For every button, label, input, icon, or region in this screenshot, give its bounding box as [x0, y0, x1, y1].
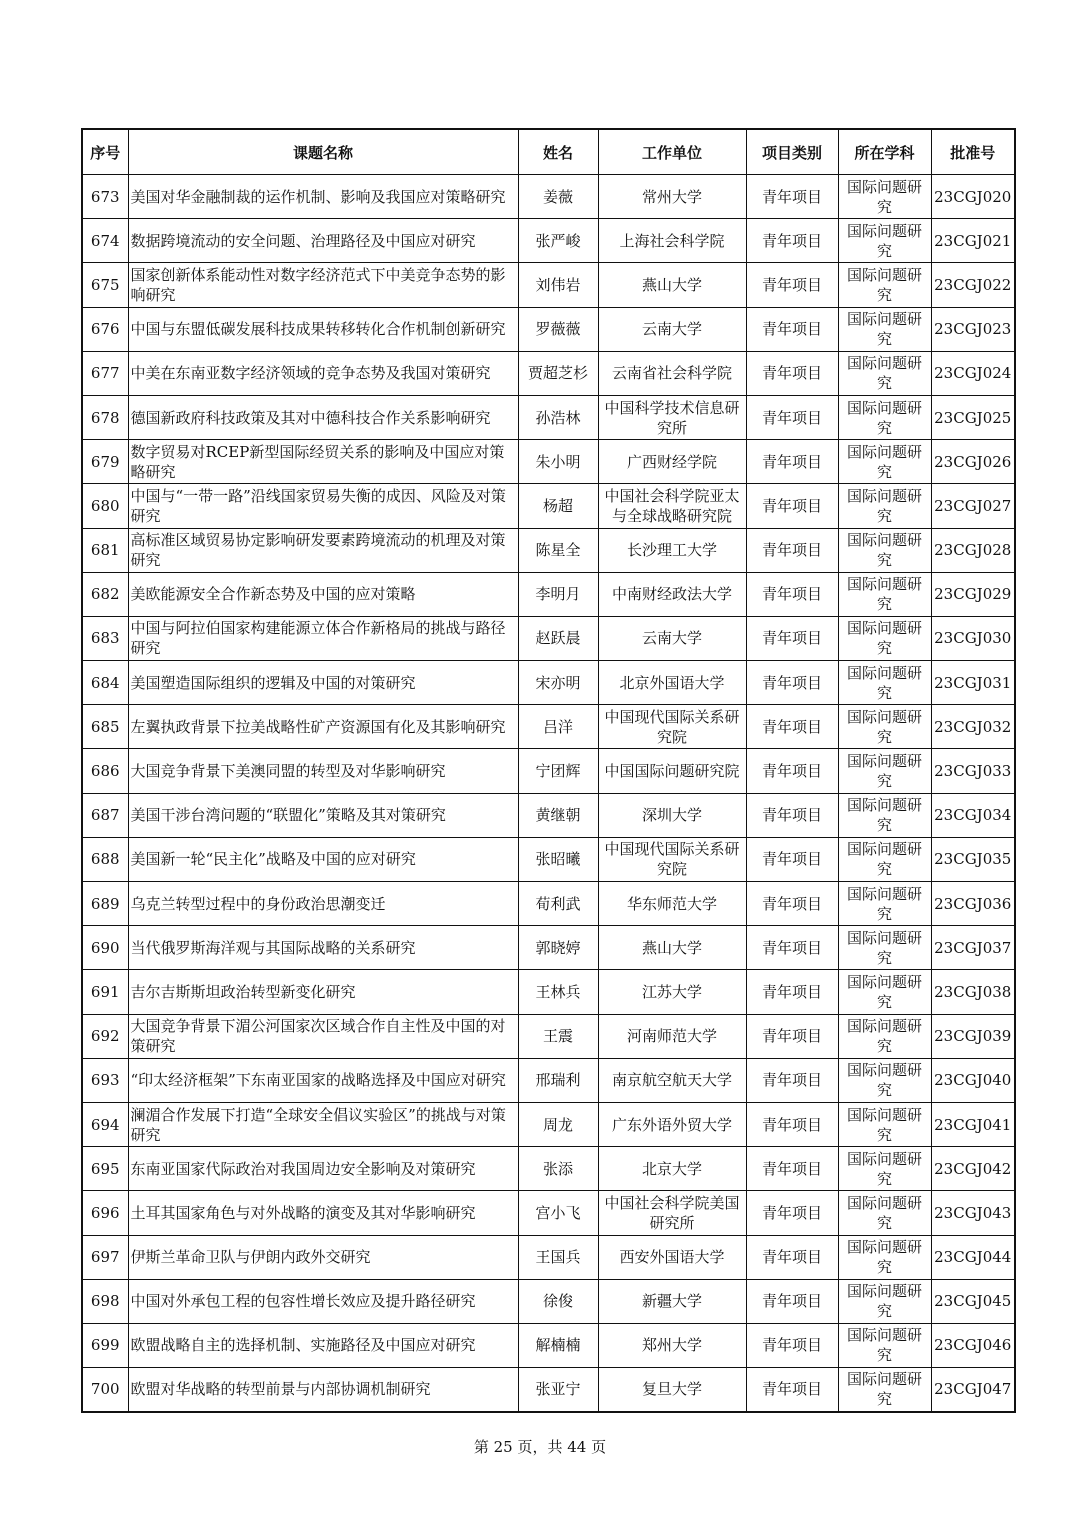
row-subject: 国际问题研究 [838, 1058, 931, 1102]
row-type: 青年项目 [746, 1014, 838, 1058]
row-title: 伊斯兰革命卫队与伊朗内政外交研究 [128, 1235, 518, 1279]
table-header [82, 129, 1015, 175]
row-serial: 686 [82, 749, 128, 793]
row-subject: 国际问题研究 [838, 1191, 931, 1235]
row-type: 青年项目 [746, 1323, 838, 1367]
row-name: 赵跃晨 [518, 616, 598, 660]
row-serial: 682 [82, 572, 128, 616]
row-subject: 国际问题研究 [838, 749, 931, 793]
row-code: 23CGJ026 [931, 440, 1015, 484]
row-type: 青年项目 [746, 1191, 838, 1235]
row-type: 青年项目 [746, 1279, 838, 1323]
row-subject: 国际问题研究 [838, 1323, 931, 1367]
row-title: 美国对华金融制裁的运作机制、影响及我国应对策略研究 [128, 175, 518, 219]
row-subject: 国际问题研究 [838, 351, 931, 395]
row-title: 中国与阿拉伯国家构建能源立体合作新格局的挑战与路径研究 [128, 616, 518, 660]
row-code: 23CGJ027 [931, 484, 1015, 528]
row-serial: 675 [82, 263, 128, 307]
row-subject: 国际问题研究 [838, 1147, 931, 1191]
project-table [81, 128, 1016, 1413]
row-subject: 国际问题研究 [838, 661, 931, 705]
row-name: 李明月 [518, 572, 598, 616]
row-code: 23CGJ035 [931, 837, 1015, 881]
row-type: 青年项目 [746, 395, 838, 439]
row-type: 青年项目 [746, 1235, 838, 1279]
row-type: 青年项目 [746, 484, 838, 528]
row-title: 数字贸易对RCEP新型国际经贸关系的影响及中国应对策略研究 [128, 440, 518, 484]
header-row [82, 129, 1015, 175]
row-unit: 新疆大学 [598, 1279, 746, 1323]
row-unit: 复旦大学 [598, 1368, 746, 1412]
row-title: 美国干涉台湾问题的“联盟化”策略及其对策研究 [128, 793, 518, 837]
row-subject: 国际问题研究 [838, 572, 931, 616]
row-name: 孙浩林 [518, 395, 598, 439]
row-subject: 国际问题研究 [838, 1014, 931, 1058]
row-code: 23CGJ038 [931, 970, 1015, 1014]
row-unit: 中国社会科学院亚太与全球战略研究院 [598, 484, 746, 528]
row-type: 青年项目 [746, 793, 838, 837]
row-title: 左翼执政背景下拉美战略性矿产资源国有化及其影响研究 [128, 705, 518, 749]
row-title: 中国与东盟低碳发展科技成果转移转化合作机制创新研究 [128, 307, 518, 351]
row-serial: 676 [82, 307, 128, 351]
row-serial: 679 [82, 440, 128, 484]
table-row [82, 175, 1015, 219]
row-type: 青年项目 [746, 351, 838, 395]
row-title: 中国与“一带一路”沿线国家贸易失衡的成因、风险及对策研究 [128, 484, 518, 528]
row-type: 青年项目 [746, 263, 838, 307]
table-row [82, 484, 1015, 528]
row-serial: 683 [82, 616, 128, 660]
row-serial: 695 [82, 1147, 128, 1191]
row-code: 23CGJ030 [931, 616, 1015, 660]
row-serial: 673 [82, 175, 128, 219]
row-serial: 684 [82, 661, 128, 705]
row-unit: 南京航空航天大学 [598, 1058, 746, 1102]
row-code: 23CGJ025 [931, 395, 1015, 439]
row-type: 青年项目 [746, 528, 838, 572]
row-type: 青年项目 [746, 882, 838, 926]
row-code: 23CGJ040 [931, 1058, 1015, 1102]
row-title: 美国塑造国际组织的逻辑及中国的对策研究 [128, 661, 518, 705]
table-row [82, 528, 1015, 572]
table-row [82, 440, 1015, 484]
table-row [82, 263, 1015, 307]
row-unit: 西安外国语大学 [598, 1235, 746, 1279]
row-serial: 674 [82, 219, 128, 263]
row-serial: 681 [82, 528, 128, 572]
page-number: 第 25 页，共 44 页 [473, 1438, 607, 1456]
row-title: 当代俄罗斯海洋观与其国际战略的关系研究 [128, 926, 518, 970]
row-subject: 国际问题研究 [838, 926, 931, 970]
row-serial: 697 [82, 1235, 128, 1279]
row-code: 23CGJ036 [931, 882, 1015, 926]
row-unit: 云南大学 [598, 307, 746, 351]
row-type: 青年项目 [746, 749, 838, 793]
row-code: 23CGJ037 [931, 926, 1015, 970]
table-row [82, 351, 1015, 395]
row-title: “印太经济框架”下东南亚国家的战略选择及中国应对研究 [128, 1058, 518, 1102]
row-name: 王震 [518, 1014, 598, 1058]
row-title: 欧盟对华战略的转型前景与内部协调机制研究 [128, 1368, 518, 1412]
row-title: 东南亚国家代际政治对我国周边安全影响及对策研究 [128, 1147, 518, 1191]
table-row [82, 837, 1015, 881]
row-name: 吕洋 [518, 705, 598, 749]
row-title: 中国对外承包工程的包容性增长效应及提升路径研究 [128, 1279, 518, 1323]
row-name: 朱小明 [518, 440, 598, 484]
row-name: 宋亦明 [518, 661, 598, 705]
row-name: 杨超 [518, 484, 598, 528]
row-serial: 685 [82, 705, 128, 749]
table-row [82, 572, 1015, 616]
row-serial: 692 [82, 1014, 128, 1058]
row-subject: 国际问题研究 [838, 616, 931, 660]
row-code: 23CGJ034 [931, 793, 1015, 837]
row-unit: 云南省社会科学院 [598, 351, 746, 395]
row-unit: 广西财经学院 [598, 440, 746, 484]
table-row [82, 1147, 1015, 1191]
row-type: 青年项目 [746, 1102, 838, 1146]
row-name: 陈星全 [518, 528, 598, 572]
row-unit: 中南财经政法大学 [598, 572, 746, 616]
table-row [82, 705, 1015, 749]
row-unit: 河南师范大学 [598, 1014, 746, 1058]
row-type: 青年项目 [746, 307, 838, 351]
header-name: 姓名 [518, 129, 598, 175]
header-type: 项目类别 [746, 129, 838, 175]
row-code: 23CGJ043 [931, 1191, 1015, 1235]
row-subject: 国际问题研究 [838, 395, 931, 439]
row-title: 中美在东南亚数字经济领域的竞争态势及我国对策研究 [128, 351, 518, 395]
row-name: 解楠楠 [518, 1323, 598, 1367]
header-serial: 序号 [82, 129, 128, 175]
table-row [82, 1279, 1015, 1323]
row-subject: 国际问题研究 [838, 219, 931, 263]
row-title: 乌克兰转型过程中的身份政治思潮变迁 [128, 882, 518, 926]
table-row [82, 1102, 1015, 1146]
row-code: 23CGJ032 [931, 705, 1015, 749]
row-name: 张亚宁 [518, 1368, 598, 1412]
row-subject: 国际问题研究 [838, 970, 931, 1014]
row-type: 青年项目 [746, 219, 838, 263]
table-row [82, 661, 1015, 705]
row-subject: 国际问题研究 [838, 705, 931, 749]
row-subject: 国际问题研究 [838, 837, 931, 881]
row-code: 23CGJ031 [931, 661, 1015, 705]
row-name: 张昭曦 [518, 837, 598, 881]
row-type: 青年项目 [746, 926, 838, 970]
table-row [82, 1323, 1015, 1367]
row-code: 23CGJ022 [931, 263, 1015, 307]
row-subject: 国际问题研究 [838, 440, 931, 484]
header-title: 课题名称 [128, 129, 518, 175]
row-type: 青年项目 [746, 1368, 838, 1412]
row-subject: 国际问题研究 [838, 175, 931, 219]
row-unit: 燕山大学 [598, 263, 746, 307]
row-name: 刘伟岩 [518, 263, 598, 307]
table-row [82, 1058, 1015, 1102]
table-row [82, 307, 1015, 351]
table-row [82, 749, 1015, 793]
table-row [82, 1235, 1015, 1279]
row-serial: 690 [82, 926, 128, 970]
table-row [82, 882, 1015, 926]
row-code: 23CGJ047 [931, 1368, 1015, 1412]
row-unit: 北京外国语大学 [598, 661, 746, 705]
row-subject: 国际问题研究 [838, 528, 931, 572]
row-unit: 中国现代国际关系研究院 [598, 705, 746, 749]
row-unit: 江苏大学 [598, 970, 746, 1014]
row-serial: 693 [82, 1058, 128, 1102]
row-subject: 国际问题研究 [838, 1279, 931, 1323]
row-unit: 常州大学 [598, 175, 746, 219]
row-name: 宁团辉 [518, 749, 598, 793]
row-title: 大国竞争背景下湄公河国家次区域合作自主性及中国的对策研究 [128, 1014, 518, 1058]
row-code: 23CGJ046 [931, 1323, 1015, 1367]
header-unit: 工作单位 [598, 129, 746, 175]
row-unit: 广东外语外贸大学 [598, 1102, 746, 1146]
row-type: 青年项目 [746, 616, 838, 660]
row-serial: 696 [82, 1191, 128, 1235]
row-unit: 中国现代国际关系研究院 [598, 837, 746, 881]
row-title: 美欧能源安全合作新态势及中国的应对策略 [128, 572, 518, 616]
row-subject: 国际问题研究 [838, 1102, 931, 1146]
row-unit: 中国国际问题研究院 [598, 749, 746, 793]
row-serial: 677 [82, 351, 128, 395]
table-row [82, 1191, 1015, 1235]
row-type: 青年项目 [746, 175, 838, 219]
row-type: 青年项目 [746, 440, 838, 484]
row-serial: 698 [82, 1279, 128, 1323]
row-unit: 华东师范大学 [598, 882, 746, 926]
row-code: 23CGJ033 [931, 749, 1015, 793]
row-type: 青年项目 [746, 1058, 838, 1102]
row-subject: 国际问题研究 [838, 882, 931, 926]
row-code: 23CGJ044 [931, 1235, 1015, 1279]
row-code: 23CGJ023 [931, 307, 1015, 351]
row-unit: 上海社会科学院 [598, 219, 746, 263]
row-serial: 678 [82, 395, 128, 439]
row-name: 宫小飞 [518, 1191, 598, 1235]
row-name: 郭晓婷 [518, 926, 598, 970]
table-row [82, 219, 1015, 263]
row-title: 大国竞争背景下美澳同盟的转型及对华影响研究 [128, 749, 518, 793]
row-serial: 700 [82, 1368, 128, 1412]
row-unit: 郑州大学 [598, 1323, 746, 1367]
row-name: 荀利武 [518, 882, 598, 926]
row-serial: 687 [82, 793, 128, 837]
table-body [82, 175, 1015, 1412]
table-row [82, 793, 1015, 837]
row-unit: 北京大学 [598, 1147, 746, 1191]
row-serial: 694 [82, 1102, 128, 1146]
header-code: 批准号 [931, 129, 1015, 175]
row-unit: 深圳大学 [598, 793, 746, 837]
row-name: 贾超芝杉 [518, 351, 598, 395]
row-title: 澜湄合作发展下打造“全球安全倡议实验区”的挑战与对策研究 [128, 1102, 518, 1146]
row-serial: 699 [82, 1323, 128, 1367]
row-type: 青年项目 [746, 572, 838, 616]
row-type: 青年项目 [746, 705, 838, 749]
row-title: 德国新政府科技政策及其对中德科技合作关系影响研究 [128, 395, 518, 439]
row-name: 邢瑞利 [518, 1058, 598, 1102]
row-name: 王林兵 [518, 970, 598, 1014]
row-name: 姜薇 [518, 175, 598, 219]
row-type: 青年项目 [746, 661, 838, 705]
row-code: 23CGJ045 [931, 1279, 1015, 1323]
row-unit: 中国科学技术信息研究所 [598, 395, 746, 439]
row-code: 23CGJ042 [931, 1147, 1015, 1191]
row-title: 数据跨境流动的安全问题、治理路径及中国应对研究 [128, 219, 518, 263]
row-title: 美国新一轮“民主化”战略及中国的应对研究 [128, 837, 518, 881]
row-serial: 680 [82, 484, 128, 528]
row-type: 青年项目 [746, 1147, 838, 1191]
row-name: 张严峻 [518, 219, 598, 263]
row-code: 23CGJ020 [931, 175, 1015, 219]
row-title: 国家创新体系能动性对数字经济范式下中美竞争态势的影响研究 [128, 263, 518, 307]
row-title: 欧盟战略自主的选择机制、实施路径及中国应对研究 [128, 1323, 518, 1367]
row-serial: 689 [82, 882, 128, 926]
table-row [82, 395, 1015, 439]
row-name: 黄继朝 [518, 793, 598, 837]
row-unit: 长沙理工大学 [598, 528, 746, 572]
row-code: 23CGJ021 [931, 219, 1015, 263]
row-name: 罗薇薇 [518, 307, 598, 351]
row-subject: 国际问题研究 [838, 1235, 931, 1279]
row-unit: 燕山大学 [598, 926, 746, 970]
table-row [82, 616, 1015, 660]
row-unit: 中国社会科学院美国研究所 [598, 1191, 746, 1235]
row-serial: 691 [82, 970, 128, 1014]
row-name: 徐俊 [518, 1279, 598, 1323]
table-row [82, 926, 1015, 970]
row-serial: 688 [82, 837, 128, 881]
row-subject: 国际问题研究 [838, 263, 931, 307]
row-unit: 云南大学 [598, 616, 746, 660]
row-code: 23CGJ041 [931, 1102, 1015, 1146]
row-code: 23CGJ039 [931, 1014, 1015, 1058]
row-type: 青年项目 [746, 970, 838, 1014]
row-name: 张添 [518, 1147, 598, 1191]
row-type: 青年项目 [746, 837, 838, 881]
row-title: 土耳其国家角色与对外战略的演变及其对华影响研究 [128, 1191, 518, 1235]
row-code: 23CGJ028 [931, 528, 1015, 572]
row-subject: 国际问题研究 [838, 484, 931, 528]
table-row [82, 970, 1015, 1014]
header-subject: 所在学科 [838, 129, 931, 175]
row-subject: 国际问题研究 [838, 307, 931, 351]
row-subject: 国际问题研究 [838, 1368, 931, 1412]
table-row [82, 1014, 1015, 1058]
row-name: 王国兵 [518, 1235, 598, 1279]
row-code: 23CGJ024 [931, 351, 1015, 395]
row-code: 23CGJ029 [931, 572, 1015, 616]
row-title: 吉尔吉斯斯坦政治转型新变化研究 [128, 970, 518, 1014]
row-title: 高标准区域贸易协定影响研发要素跨境流动的机理及对策研究 [128, 528, 518, 572]
row-subject: 国际问题研究 [838, 793, 931, 837]
table-row [82, 1368, 1015, 1412]
row-name: 周龙 [518, 1102, 598, 1146]
